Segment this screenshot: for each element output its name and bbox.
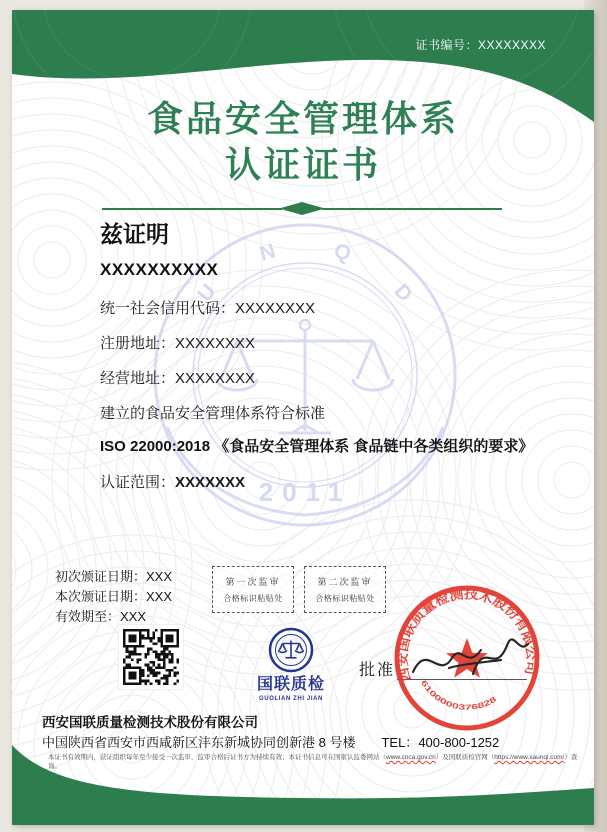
certificate-number xyxy=(415,36,546,53)
expiry-date: 有效期至：XXX xyxy=(55,609,147,624)
company-seal-stamp xyxy=(389,580,545,736)
dates-block xyxy=(55,567,172,627)
seal-serial-number: 6100000376828 xyxy=(419,678,496,712)
standard-intro: 建立的食品安全管理体系符合标准 xyxy=(100,405,326,422)
certification-scope-label: 认证范围： xyxy=(100,474,176,491)
diamond-ornament xyxy=(279,202,325,215)
fine-print-note: 本证书有效期内，获证组织每年至少接受一次监审，监审合格后证书方为持续有效；本证书信息可在国家认监委网站（www.cnca.gov.cn）及国联质检官网（https://www.xaunql.com/）查询。 xyxy=(48,754,578,770)
guolian-logo xyxy=(250,627,332,702)
credit-code-label: 统一社会信用代码： xyxy=(100,300,236,317)
registered-address-row xyxy=(100,332,255,353)
watermark-letter: D xyxy=(389,279,417,307)
cnca-url: www.cnca.gov.cn xyxy=(386,754,436,761)
first-audit-sticker-box xyxy=(212,566,294,613)
registered-address-label: 注册地址： xyxy=(100,335,176,352)
certificate-page xyxy=(12,10,594,825)
certificate-title xyxy=(12,96,594,188)
second-audit-sticker-box xyxy=(304,566,386,613)
credit-code-value: XXXXXXXX xyxy=(235,300,316,317)
standard-name: ISO 22000:2018 《食品安全管理体系 食品链中各类组织的要求》 xyxy=(100,438,534,455)
second-audit-line2: 合格标识粘贴处 xyxy=(315,594,375,603)
first-audit-line2: 合格标识粘贴处 xyxy=(223,594,283,603)
operating-address-value: XXXXXXXX xyxy=(175,370,256,387)
operating-address-label: 经营地址： xyxy=(100,370,176,387)
guolian-logo-cn: 国联质检 xyxy=(256,676,325,693)
seal-company-text: 西安国联质量检测技术股份有限公司 xyxy=(394,586,540,684)
credit-code-row xyxy=(100,297,315,318)
certification-scope-row xyxy=(100,471,245,492)
issuer-company-name: 西安国联质量检测技术股份有限公司 xyxy=(42,715,258,730)
certification-scope-value: XXXXXXX xyxy=(175,474,246,491)
watermark-year: 2011 xyxy=(258,477,352,507)
second-audit-line1: 第二次监审 xyxy=(317,577,373,587)
issuer-address: 中国陕西省西安市西咸新区沣东新城协同创新港 8 号楼 xyxy=(42,735,356,750)
qr-code xyxy=(118,624,184,690)
first-audit-line1: 第一次监审 xyxy=(225,577,281,587)
watermark-letter: U xyxy=(193,279,221,307)
certificate-number-label: 证书编号： xyxy=(415,38,478,52)
certificate-title-line1: 食品安全管理体系 xyxy=(146,98,459,139)
registered-address-value: XXXXXXXX xyxy=(175,335,256,352)
approval-label: 批准 xyxy=(359,662,396,679)
certified-company-name: XXXXXXXXXX xyxy=(100,260,219,279)
issuer-url: https://www.xaunql.com/ xyxy=(494,754,565,761)
title-divider xyxy=(102,202,502,215)
tel-label: TEL： xyxy=(381,735,419,750)
watermark-letter: Q xyxy=(331,239,354,266)
watermark-letter: N xyxy=(256,239,279,266)
operating-address-row xyxy=(100,367,255,388)
guolian-emblem-icon xyxy=(268,627,314,673)
guolian-logo-en: GUOLIAN ZHI JIAN xyxy=(259,696,323,702)
certify-heading: 兹证明 xyxy=(100,221,169,247)
current-issue-date: 本次颁证日期：XXX xyxy=(55,589,173,604)
svg-text:6100000376828 xyxy=(419,678,498,711)
initial-issue-date: 初次颁证日期：XXX xyxy=(55,569,173,584)
certificate-title-line2: 认证证书 xyxy=(224,144,381,185)
certificate-number-value: XXXXXXXX xyxy=(477,38,546,52)
tel-value: 400-800-1252 xyxy=(418,735,500,750)
